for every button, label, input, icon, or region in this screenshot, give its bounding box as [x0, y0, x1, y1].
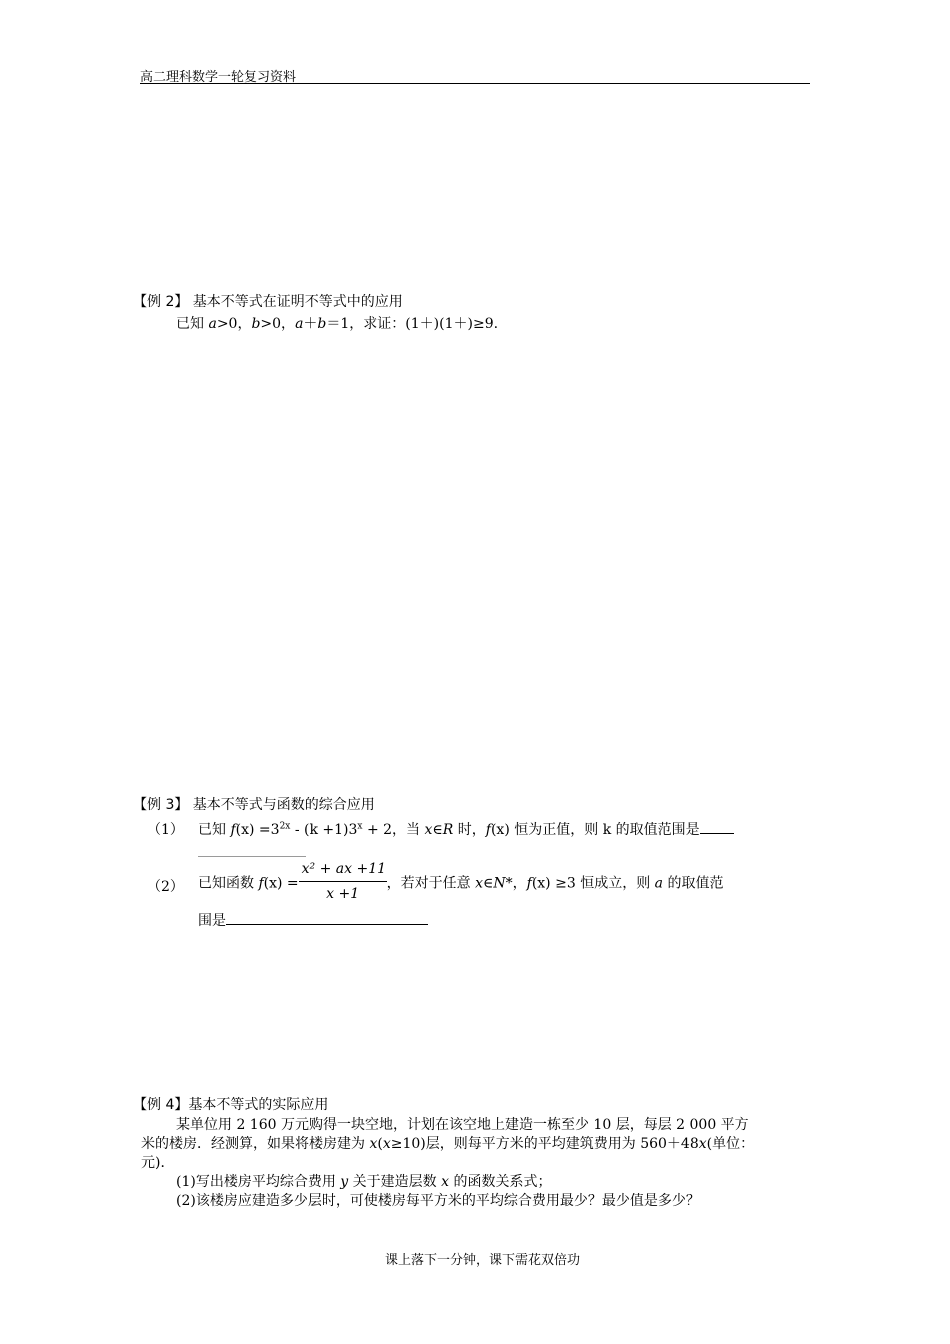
text-segment: 已知	[176, 316, 209, 332]
text-segment: ≥3 恒成立，则	[550, 875, 655, 892]
element-of-symbol: ∈	[483, 875, 494, 892]
text-segment: (x)	[531, 875, 551, 892]
var-y: y	[340, 1174, 349, 1190]
example-4-paragraph-line-2	[141, 1133, 754, 1153]
var-f: f	[230, 822, 236, 838]
fraction-denominator: x +1	[326, 886, 360, 902]
text-segment: >0，	[216, 316, 252, 332]
example-3-title: 【例 3】 基本不等式与函数的综合应用	[133, 797, 375, 813]
text-segment: ＋	[303, 316, 318, 332]
var-f: f	[526, 875, 532, 892]
var-x: x	[424, 822, 433, 838]
var-x: x	[698, 1136, 707, 1152]
text-segment: (x)	[235, 822, 255, 838]
example-4-question-2: (2)该楼房应建造多少层时，可使楼房每平方米的平均综合费用最少？最少值是多少？	[176, 1193, 700, 1209]
var-a: a	[295, 316, 304, 332]
text-segment: (1)写出楼房平均综合费用	[176, 1174, 341, 1190]
answer-blank	[700, 833, 734, 834]
var-f: f	[258, 875, 264, 892]
var-x: x	[369, 1136, 378, 1152]
example-3-item-2-line-2	[198, 910, 428, 930]
var-x: x	[441, 1174, 450, 1190]
text-segment: (单位：	[706, 1136, 755, 1152]
example-3-item-1-number: （1）	[147, 822, 184, 838]
example-3-item-2-number: （2）	[147, 879, 184, 895]
header-rule	[140, 83, 810, 84]
var-a: a	[208, 316, 217, 332]
page-header: 高二理科数学一轮复习资料	[140, 70, 297, 85]
var-x: x	[475, 875, 484, 892]
text-segment: 时，	[453, 822, 486, 838]
var-f: f	[485, 822, 491, 838]
element-of-symbol: ∈	[432, 822, 443, 838]
text-segment: *，	[505, 875, 527, 892]
text-segment: ，若对于任意	[386, 875, 476, 892]
var-R: R	[442, 822, 454, 838]
text-segment: 的取值范	[663, 875, 724, 892]
text-segment: - (k +1)3	[290, 822, 358, 838]
text-segment: ＝1，求证：(1＋)(1＋)≥9.	[326, 316, 499, 332]
var-N: N	[493, 875, 506, 892]
text-segment: ≥10)层，则每平方米的平均建筑费用为 560＋48	[390, 1136, 699, 1152]
exponent: 2x	[279, 821, 291, 832]
text-segment: >0，	[260, 316, 296, 332]
text-segment: 已知函数	[198, 875, 259, 892]
exponent: x	[357, 821, 363, 832]
example-2-problem	[176, 313, 498, 333]
text-segment: 恒为正值，则 k 的取值范围是	[509, 822, 700, 838]
text-segment: (	[377, 1136, 383, 1152]
example-2-title: 【例 2】 基本不等式在证明不等式中的应用	[133, 294, 403, 310]
example-4-title: 【例 4】基本不等式的实际应用	[133, 1097, 329, 1113]
answer-blank	[226, 924, 428, 925]
var-b: b	[317, 316, 327, 332]
example-4-paragraph-line-3: 元)．	[141, 1155, 175, 1171]
text-segment: =	[282, 875, 299, 892]
text-segment: (x)	[490, 822, 510, 838]
fraction-numerator: x² + ax +11	[299, 861, 387, 882]
text-segment: 米的楼房．经测算，如果将楼房建为	[141, 1136, 370, 1152]
example-4-paragraph-line-1: 某单位用 2 160 万元购得一块空地，计划在该空地上建造一栋至少 10 层，每层 2 000 平方	[176, 1117, 749, 1133]
var-x: x	[382, 1136, 391, 1152]
text-segment: 已知	[198, 822, 231, 838]
text-segment: 围是	[198, 913, 226, 929]
page-footer: 课上落下一分钟，课下需花双倍功	[385, 1253, 581, 1268]
answer-blank-continuation	[198, 856, 306, 857]
var-b: b	[251, 316, 261, 332]
text-segment: 的函数关系式；	[449, 1174, 552, 1190]
example-3-item-1	[198, 819, 734, 839]
text-segment: 关于建造层数	[348, 1174, 442, 1190]
var-a: a	[654, 875, 664, 892]
example-4-question-1	[176, 1171, 551, 1191]
fraction	[299, 861, 387, 902]
text-segment: =3	[254, 822, 280, 838]
text-segment: (x)	[263, 875, 283, 892]
text-segment: + 2，当	[362, 822, 425, 838]
example-3-item-2	[198, 863, 723, 904]
